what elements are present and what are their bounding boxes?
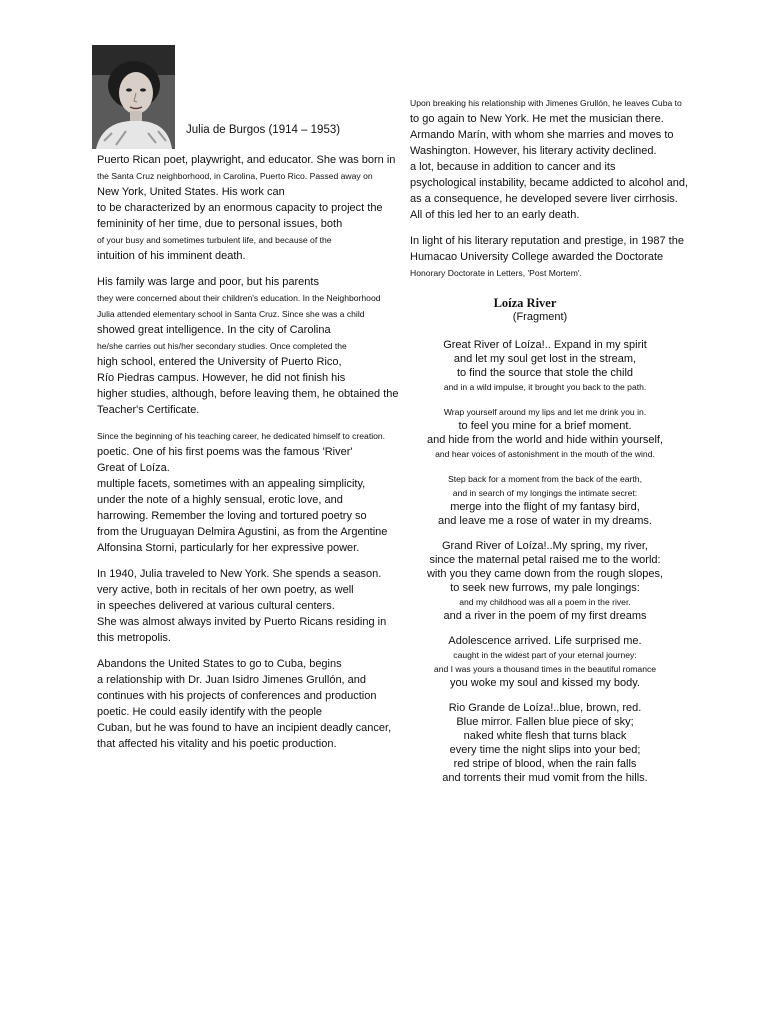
text-line: to be characterized by an enormous capacity to project the (97, 202, 383, 214)
text-line: caught in the widest part of your eternal journey: (453, 650, 637, 660)
text-line: Puerto Rican poet, playwright, and educator. She was born in (97, 154, 396, 166)
paragraph (97, 656, 397, 752)
text-line: Adolescence arrived. Life surprised me. (448, 635, 642, 647)
text-line: to find the source that stole the child (456, 367, 634, 379)
text-line: and hide from the world and hide within yourself, (426, 434, 664, 446)
text-line: In 1940, Julia traveled to New York. She spends a season. (97, 568, 382, 580)
text-line: a relationship with Dr. Juan Isidro Jimenes Grullón, and (97, 674, 367, 686)
text-line: to seek new furrows, my pale longings: (450, 582, 640, 594)
text-line: New York, United States. His work can (97, 186, 285, 198)
text-line: Humacao University College awarded the Doctorate (410, 251, 664, 263)
text-line: and my childhood was all a poem in the river. (459, 597, 631, 607)
text-line: Rio Grande de Loíza!..blue, brown, red. (448, 702, 642, 714)
text-line: Honorary Doctorate in Letters, 'Post Mortem'. (410, 268, 582, 278)
poem-subtitle: (Fragment) (512, 311, 568, 323)
text-line: every time the night slips into your bed; (449, 744, 641, 756)
text-line: that affected his vitality and his poetic production. (97, 738, 337, 750)
text-line: femininity of her time, due to personal issues, both (97, 218, 343, 230)
text-line: psychological instability, became addicted to alcohol and, (410, 177, 689, 189)
text-line: higher studies, although, before leaving them, he obtained the (97, 388, 399, 400)
text-line: merge into the flight of my fantasy bird, (450, 501, 640, 513)
paragraph (97, 274, 397, 418)
text-line: Upon breaking his relationship with Jimenes Grullón, he leaves Cuba to (410, 98, 682, 108)
text-line: he/she carries out his/her secondary studies. Once completed the (97, 341, 347, 351)
portrait-photo (92, 45, 175, 149)
text-line: poetic. One of his first poems was the famous 'River' (97, 446, 353, 458)
text-line: Abandons the United States to go to Cuba, begins (97, 658, 342, 670)
biography-left-column (97, 152, 397, 762)
text-line: Julia attended elementary school in Santa Cruz. Since she was a child (97, 309, 365, 319)
poem-stanza (420, 405, 670, 461)
text-line: His family was large and poor, but his parents (97, 276, 319, 288)
text-line: high school, entered the University of Puerto Rico, (97, 356, 342, 368)
text-line: Cuban, but he was found to have an incipient deadly cancer, (97, 722, 392, 734)
text-line: She was almost always invited by Puerto Ricans residing in (97, 616, 387, 628)
text-line: and in a wild impulse, it brought you back to the path. (443, 382, 647, 392)
text-line: Since the beginning of his teaching career, he dedicated himself to creation. (97, 431, 386, 441)
text-line: and leave me a rose of water in my dreams. (438, 515, 652, 527)
text-line: to feel you mine for a brief moment. (458, 420, 632, 432)
text-line: Washington. However, his literary activity declined. (410, 145, 657, 157)
poem-stanza (420, 338, 670, 394)
text-line: under the note of a highly sensual, erotic love, and (97, 494, 343, 506)
text-line: you woke my soul and kissed my body. (450, 677, 640, 689)
paragraph (410, 233, 700, 281)
poem-stanza (420, 701, 670, 785)
text-line: with you they came down from the rough slopes, (426, 568, 663, 580)
text-line: In light of his literary reputation and prestige, in 1987 the (410, 235, 684, 247)
text-line: in speeches delivered at various cultural centers. (97, 600, 335, 612)
text-line: and torrents their mud vomit from the hills. (442, 772, 648, 784)
poem-body (420, 338, 670, 796)
poem-title: Loíza River (493, 296, 557, 310)
text-line: as a consequence, he developed severe liver cirrhosis. (410, 193, 678, 205)
text-line: Grand River of Loíza!..My spring, my river, (441, 540, 648, 552)
text-line: red stripe of blood, when the rain falls (453, 758, 637, 770)
text-line: Río Piedras campus. However, he did not finish his (97, 372, 346, 384)
paragraph (97, 566, 397, 646)
paragraph (97, 152, 397, 264)
biography-right-column (410, 95, 700, 291)
text-line: they were concerned about their children's education. In the Neighborhood (97, 293, 381, 303)
text-line: Great River of Loíza!.. Expand in my spirit (443, 339, 647, 351)
poem-stanza (420, 539, 670, 623)
text-line: a lot, because in addition to cancer and its (410, 161, 616, 173)
poem-stanza (420, 472, 670, 528)
text-line: Step back for a moment from the back of the earth, (448, 474, 642, 484)
text-line: and in search of my longings the intimate secret: (452, 488, 638, 498)
text-line: and let my soul get lost in the stream, (453, 353, 637, 365)
text-line: and I was yours a thousand times in the beautiful romance (433, 664, 657, 674)
portrait-image (92, 45, 175, 149)
text-line: intuition of his imminent death. (97, 250, 246, 262)
text-line: Great of Loíza. (97, 462, 170, 474)
text-line: Blue mirror. Fallen blue piece of sky; (456, 716, 634, 728)
portrait-caption: Julia de Burgos (1914 – 1953) (186, 124, 341, 136)
text-line: harrowing. Remember the loving and tortured poetry so (97, 510, 367, 522)
text-line: All of this led her to an early death. (410, 209, 580, 221)
text-line: multiple facets, sometimes with an appealing simplicity, (97, 478, 366, 490)
text-line: Teacher's Certificate. (97, 404, 200, 416)
poem-stanza (420, 634, 670, 690)
text-line: Armando Marín, with whom she marries and moves to (410, 129, 674, 141)
text-line: since the maternal petal raised me to the world: (429, 554, 661, 566)
paragraph (410, 95, 700, 223)
text-line: and a river in the poem of my first dreams (443, 610, 647, 622)
text-line: poetic. He could easily identify with the people (97, 706, 323, 718)
text-line: Wrap yourself around my lips and let me drink you in. (443, 407, 647, 417)
text-line: this metropolis. (97, 632, 171, 644)
text-line: from the Uruguayan Delmira Agustini, as from the Argentine (97, 526, 388, 538)
text-line: and hear voices of astonishment in the mouth of the wind. (435, 449, 655, 459)
text-line: naked white flesh that turns black (463, 730, 627, 742)
text-line: continues with his projects of conferences and production (97, 690, 377, 702)
paragraph (97, 428, 397, 556)
text-line: the Santa Cruz neighborhood, in Carolina, Puerto Rico. Passed away on (97, 171, 373, 181)
text-line: to go again to New York. He met the musician there. (410, 113, 664, 125)
text-line: showed great intelligence. In the city of Carolina (97, 324, 331, 336)
text-line: very active, both in recitals of her own poetry, as well (97, 584, 354, 596)
text-line: Alfonsina Storni, particularly for her expressive power. (97, 542, 360, 554)
text-line: of your busy and sometimes turbulent life, and because of the (97, 235, 332, 245)
